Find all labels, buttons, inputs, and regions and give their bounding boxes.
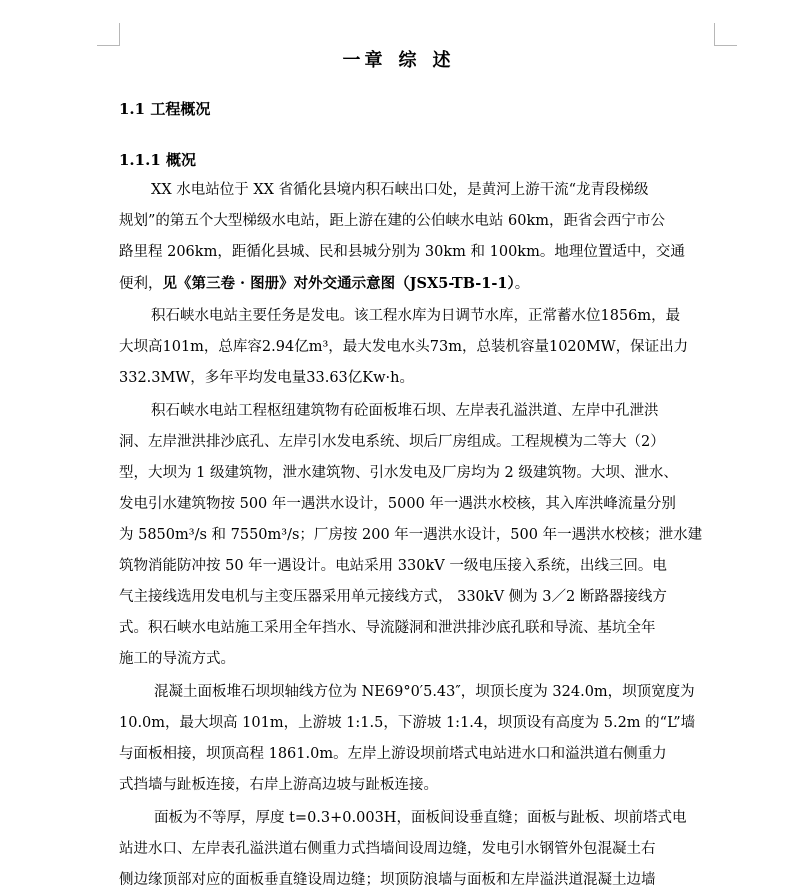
text-line: 10.0m，最大坝高 101m，上游坡 1:1.5，下游坡 1:1.4，坝顶设有高度为 5.2m 的“L”墙 [119,715,696,731]
text-run: 便利， [119,276,163,292]
text-line: 施工的导流方式。 [119,651,235,667]
chapter-title-part: 综 [398,50,421,71]
text-line: 站进水口、左岸表孔溢洪道右侧重力式挡墙间设周边缝，发电引水钢管外包混凝土右 [119,841,656,857]
body-text [119,175,715,896]
text-line: XX 水电站位于 XX 省循化县境内积石峡出口处，是黄河上游干流“龙青段梯级 [151,182,649,198]
figure-reference: 见《第三卷 · 图册》对外交通示意图（JSX5-TB-1-1） [162,275,515,292]
text-line: 侧边缘顶部对应的面板垂直缝设周边缝；坝顶防浪墙与面板和左岸溢洪道混凝土边墙 [119,872,656,888]
text-line: 式挡墙与趾板连接，右岸上游高边坡与趾板连接。 [119,777,438,793]
paragraph [119,396,715,675]
paragraph [119,803,715,896]
paragraph [119,175,715,299]
subsection-heading: 1.1.1 概况 [119,151,196,169]
paragraph [119,677,715,801]
text-line: 式。积石峡水电站施工采用全年挡水、导流隧洞和泄洪排沙底孔联和导流、基坑全年 [119,620,656,636]
page-corner-mark-top-left [97,23,120,46]
chapter-title-part: 一章 [342,50,387,71]
text-line [119,268,715,299]
text-line: 气主接线选用发电机与主变压器采用单元接线方式， 330kV 侧为 3／2 断路器接线方 [119,589,667,605]
text-line: 混凝土面板堆石坝坝轴线方位为 NE69°0′5.43″，坝顶长度为 324.0m，坝顶宽度为 [154,684,695,700]
text-line: 规划”的第五个大型梯级水电站，距上游在建的公伯峡水电站 60km，距省会西宁市公 [119,213,666,229]
section-heading: 1.1 工程概况 [119,100,211,118]
text-line: 大坝高101m，总库容2.94亿m³，最大发电水头73m，总装机容量1020MW，保证出力 [119,339,689,355]
text-line: 与面板相接，坝顶高程 1861.0m。左岸上游设坝前塔式电站进水口和溢洪道右侧重力 [119,746,667,762]
text-line: 洞、左岸泄洪排沙底孔、左岸引水发电系统、坝后厂房组成。工程规模为二等大（2） [119,434,665,450]
text-line: 筑物消能防冲按 50 年一遇设计。电站采用 330kV 一级电压接入系统，出线三回。电 [119,558,667,574]
text-line: 积石峡水电站主要任务是发电。该工程水库为日调节水库，正常蓄水位1856m，最 [151,308,681,324]
text-line: 为 5850m³/s 和 7550m³/s；厂房按 200 年一遇洪水设计，500 年一遇洪水校核；泄水建 [119,527,703,543]
text-run: 。 [514,276,530,292]
text-line: 发电引水建筑物按 500 年一遇洪水设计，5000 年一遇洪水校核，其入库洪峰流量分别 [119,496,676,512]
text-line: 路里程 206km，距循化县城、民和县城分别为 30km 和 100km。地理位置适中，交通 [119,244,685,260]
chapter-title [0,46,797,72]
text-line: 面板为不等厚，厚度 t=0.3+0.003H，面板间设垂直缝；面板与趾板、坝前塔式电 [154,810,687,826]
text-line: 型，大坝为 1 级建筑物，泄水建筑物、引水发电及厂房均为 2 级建筑物。大坝、泄水、 [119,465,678,481]
page-corner-mark-top-right [714,23,737,46]
text-line: 332.3MW，多年平均发电量33.63亿Kw·h。 [119,370,414,386]
paragraph [119,301,715,394]
chapter-title-part: 述 [432,50,455,71]
text-line: 积石峡水电站工程枢纽建筑物有砼面板堆石坝、左岸表孔溢洪道、左岸中孔泄洪 [151,403,659,419]
